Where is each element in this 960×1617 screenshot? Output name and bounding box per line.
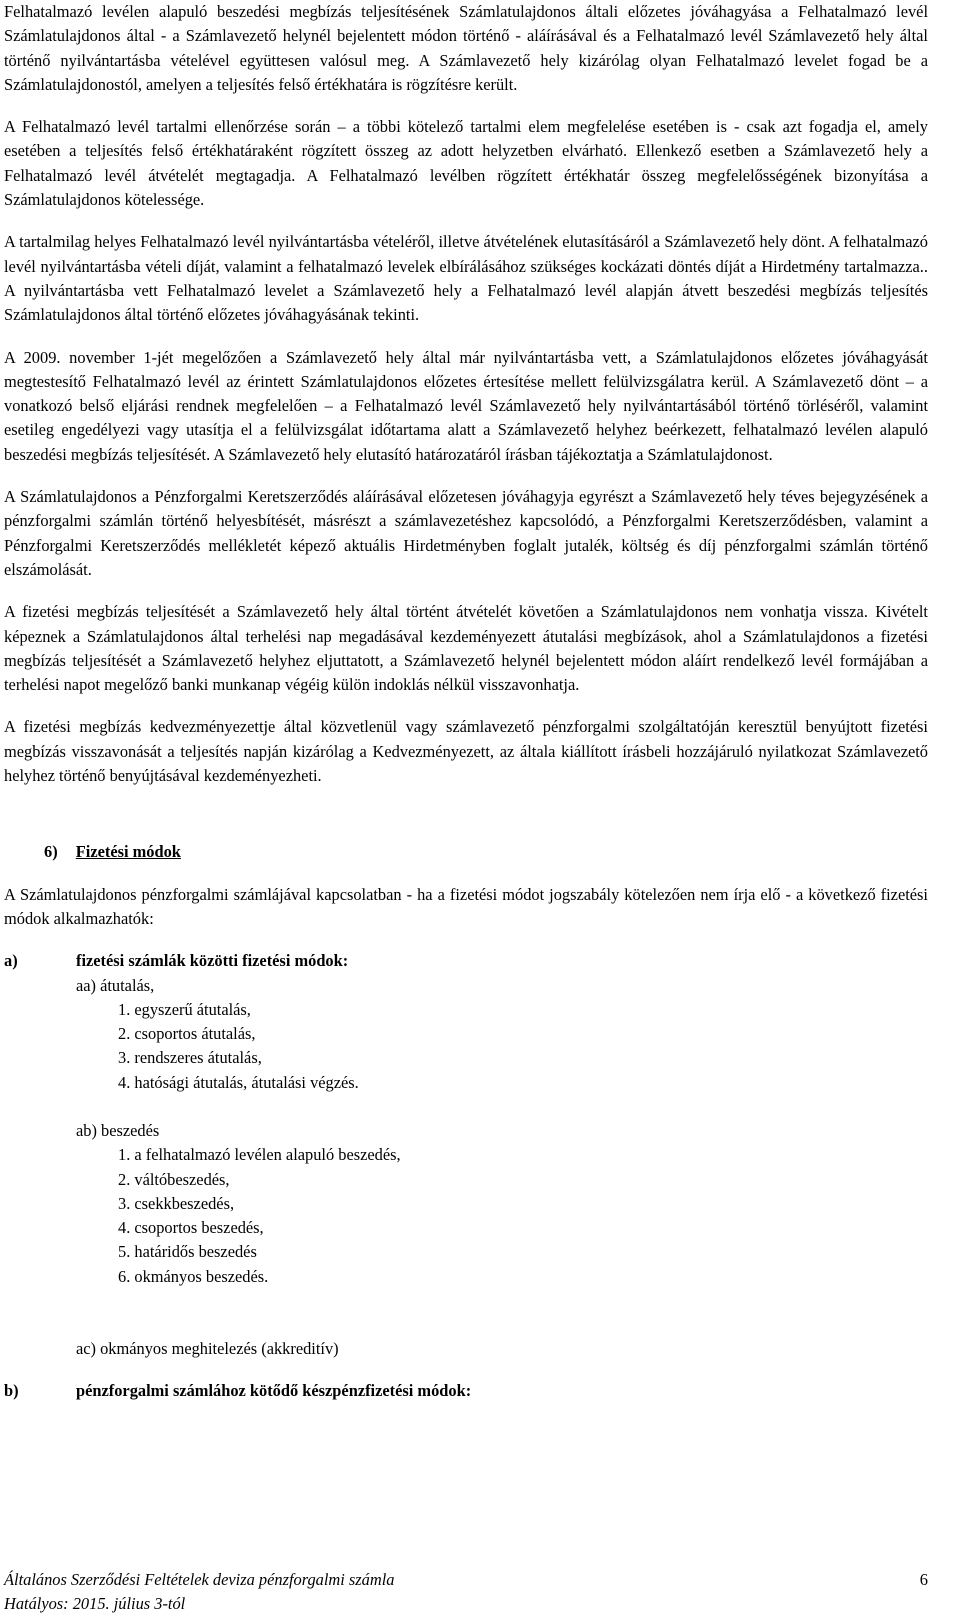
spacer [4, 1289, 928, 1337]
paragraph-prior-approval: A Számlatulajdonos a Pénzforgalmi Keretszerződés aláírásával előzetesen jóváhagyja egyrészt a Számlavezető hely téves bejegyzésének a pénzforgalmi számlán történő helyesbítését, másrészt a számlavezetéshez kapcsolódó, a Pénzforgalmi Keretszerződésben, valamint a Pénzforgalmi Keretszerződés mellékletét képező aktuális Hirdetményben foglalt jutalék, költség és díj pénzforgalmi számlán történő elszámolását. [4, 487, 928, 579]
list-item: 1. a felhatalmazó levélen alapuló beszedés, [118, 1145, 401, 1165]
paragraph-revocation: A fizetési megbízás teljesítését a Számlavezető hely által történt átvételét követően a Számlatulajdonos nem vonhatja vissza. Kivételt képeznek a Számlatulajdonos által terhelési nap megadásával kezdeményezett átutalási megbízások, ahol a Számlatulajdonos a fizetési megbízás teljesítését a Számlavezető helyhez eljuttatott, a Számlavezető helynél bejelentett módon aláírt rendelkező levél formájában a terhelési napot megelőző banki munkanap végéig külön indoklás nélkül visszavonhatja. [4, 602, 928, 695]
list-item: 4. hatósági átutalás, átutalási végzés. [118, 1072, 359, 1092]
section-heading-payment-methods [44, 840, 928, 864]
paragraph-beneficiary-withdrawal: A fizetési megbízás kedvezményezettje által közvetlenül vagy számlavezető pénzforgalmi szolgáltatóján keresztül benyújtott fizetési megbízás visszavonását a teljesítés napján kizárólag a Kedvezményezett, az általa kiállított írásbeli hozzájáruló nyilatkozat Számlavezető helyhez történő benyújtásával kezdeményezheti. [4, 717, 928, 786]
page-number: 6 [919, 1570, 928, 1589]
subsection-a-letter: a) [4, 951, 18, 971]
list-item: 2. csoportos átutalás, [118, 1024, 256, 1044]
footer-document-title: Általános Szerződési Feltételek deviza pénzforgalmi számla [4, 1570, 395, 1589]
subsection-b-title: pénzforgalmi számlához kötődő készpénzfizetési módok: [76, 1381, 472, 1401]
list-item: 4. csoportos beszedés, [118, 1218, 264, 1238]
spacer [4, 1361, 928, 1379]
footer-effective-date: Hatályos: 2015. július 3-tól [4, 1594, 186, 1613]
group-ab-label: ab) beszedés [76, 1120, 160, 1140]
section-title: Fizetési módok [75, 842, 181, 862]
page-footer [4, 1568, 928, 1616]
paragraph-registration-decision: A tartalmilag helyes Felhatalmazó levél nyilvántartásba vételéről, illetve átvételének elutasításáról a Számlavezető hely dönt. A felhatalmazó levél nyilvántartásba vételi díját, valamint a felhatalmazó levelek elbírálásához szükséges kockázati döntés díját a Hirdetmény tartalmazza.. A nyilvántartásba vett Felhatalmazó levelet a Számlavezető hely a Felhatalmazó levél alapján átvett beszedési megbízás teljesítés Számlatulajdonos által történő előzetes jóváhagyásának tekinti. [4, 232, 928, 325]
list-item: 3. csekkbeszedés, [118, 1193, 235, 1213]
list-item: 2. váltóbeszedés, [118, 1169, 230, 1189]
paragraph-review-2009: A 2009. november 1-jét megelőzően a Számlavezető hely által már nyilvántartásba vett, a Számlatulajdonos előzetes jóváhagyását megtestesítő Felhatalmazó levél az érintett Számlatulajdonos előzetes értesítése mellett felülvizsgálatra kerül. A Számlavezető dönt – a vonatkozó belső eljárási rendnek megfelelően – a Felhatalmazó levél Számlavezető hely nyilvántartásából történő törléséről, valamint esetileg engedélyezi vagy utasítja el a felülvizsgálat időtartama alatt a Számlavezető helyhez beérkezett, felhatalmazó levélen alapuló beszedési megbízás teljesítését. A Számlavezető hely elutasító határozatáról írásban tájékoztatja a Számlatulajdonost. [4, 347, 928, 464]
section-number: 6) [44, 842, 58, 862]
paragraph-content-check: A Felhatalmazó levél tartalmi ellenőrzése során – a többi kötelező tartalmi elem megfelelése esetében is - csak azt fogadja el, amely esetében a teljesítés felső értékhatáraként rögzített összeg az adott helyzetben elvárható. Ellenkező esetben a Számlavezető hely a Felhatalmazó levél átvételét megtagadja. A Felhatalmazó levélben rögzített értékhatár összeg megfelelősségének bizonyítása a Számlatulajdonos kötelessége. [4, 117, 928, 210]
list-item: 1. egyszerű átutalás, [118, 999, 251, 1019]
list-item: 5. határidős beszedés [118, 1242, 257, 1262]
paragraph-authorization-approval: Felhatalmazó levélen alapuló beszedési megbízás teljesítésének Számlatulajdonos általi előzetes jóváhagyása a Felhatalmazó levél Számlatulajdonos által - a Számlavezető helynél bejelentett módon történő - aláírásával és a Felhatalmazó levél Számlavezető hely által történő nyilvántartásba vételével együttesen valósul meg. A Számlavezető hely kizárólag olyan Felhatalmazó levelet fogad be a Számlatulajdonostól, amelyen a teljesítés felső értékhatára is rögzítésre került. [4, 2, 928, 94]
section-intro: A Számlatulajdonos pénzforgalmi számlájával kapcsolatban - ha a fizetési módot jogszabály kötelezően nem írja elő - a következő fizetési módok alkalmazhatók: [4, 884, 928, 928]
subsection-a-title: fizetési számlák közötti fizetési módok: [76, 951, 349, 971]
list-item: 3. rendszeres átutalás, [118, 1048, 262, 1068]
list-item: 6. okmányos beszedés. [118, 1266, 269, 1286]
group-ac-label: ac) okmányos meghitelezés (akkreditív) [76, 1339, 339, 1359]
spacer [4, 1095, 928, 1119]
subsection-b-heading [4, 1379, 928, 1403]
subsection-a-heading [4, 949, 928, 973]
group-aa-label: aa) átutalás, [76, 975, 155, 995]
subsection-b-letter: b) [4, 1381, 19, 1401]
document-body [4, 0, 928, 1404]
